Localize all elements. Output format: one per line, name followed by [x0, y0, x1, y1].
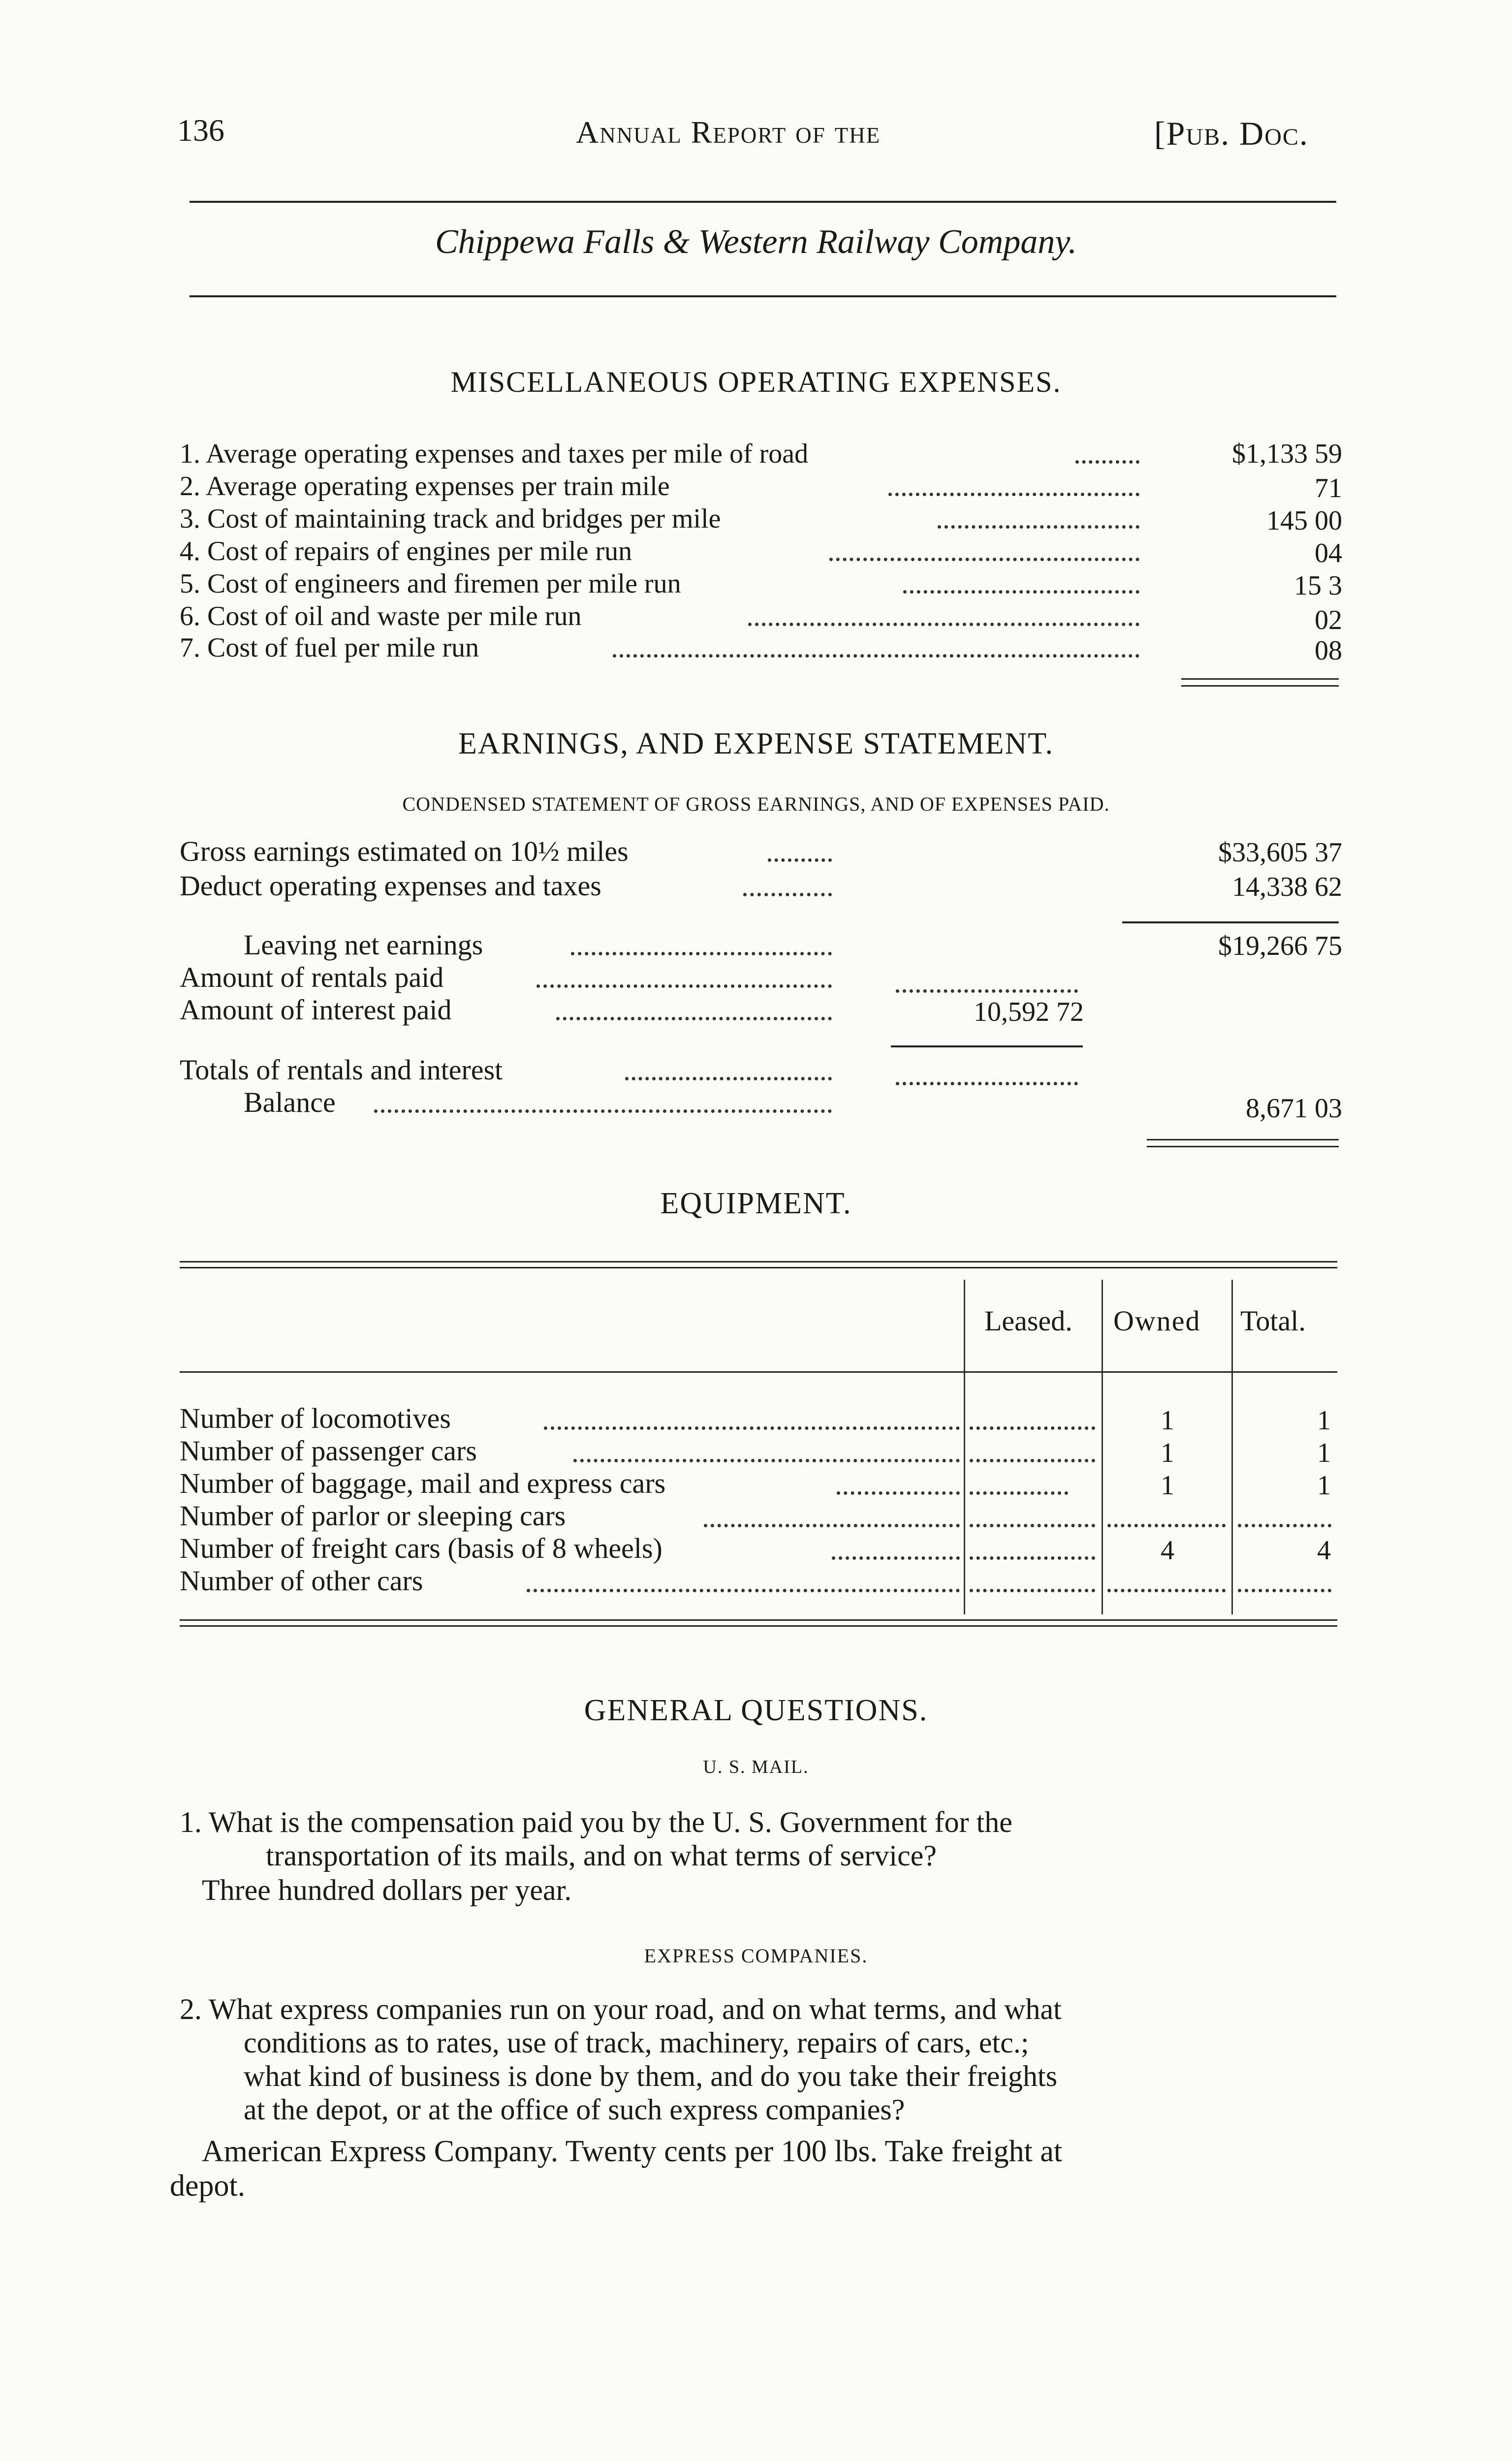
total-value: 1 — [1317, 1438, 1331, 1468]
rentals-value-dots — [896, 989, 1078, 993]
owned-value: 1 — [1161, 1470, 1174, 1501]
gross-earnings-value: $33,605 37 — [1218, 837, 1342, 868]
gross-earnings-label: Gross earnings estimated on 10½ miles — [180, 835, 629, 867]
question-2-line: what kind of business is done by them, and do you take their freights — [244, 2060, 1058, 2092]
leader-dots — [625, 1077, 832, 1080]
answer-2-line: depot. — [170, 2169, 246, 2203]
question-1-line: transportation of its mails, and on what terms of service? — [266, 1839, 937, 1872]
misc-item-value: 145 00 — [1266, 505, 1342, 536]
column-header-total: Total. — [1240, 1305, 1306, 1337]
totals-value-dots — [896, 1082, 1078, 1085]
misc-item-label: 3. Cost of maintaining track and bridges per mile — [180, 504, 721, 534]
double-rule — [1181, 678, 1339, 680]
misc-item-value: 15 3 — [1294, 570, 1342, 601]
owned-value: 4 — [1161, 1535, 1174, 1566]
leader-dots — [888, 493, 1139, 496]
leader-dots — [536, 984, 832, 988]
row-label: Number of parlor or sleeping cars — [180, 1500, 566, 1532]
column-header-owned: Owned — [1113, 1305, 1201, 1337]
leader-dots — [1075, 460, 1139, 464]
leased-dots — [970, 1524, 1095, 1527]
deduct-expenses-value: 14,338 62 — [1232, 872, 1342, 902]
earnings-subheading: CONDENSED STATEMENT OF GROSS EARNINGS, AND OF EXPENSES PAID. — [402, 793, 1110, 815]
misc-item-label: 1. Average operating expenses and taxes per mile of road — [180, 439, 809, 469]
question-2-line: conditions as to rates, use of track, machinery, repairs of cars, etc.; — [244, 2026, 1029, 2059]
earnings-heading: EARNINGS, AND EXPENSE STATEMENT. — [458, 727, 1054, 760]
rentals-label: Amount of rentals paid — [180, 961, 444, 993]
total-value: 1 — [1317, 1470, 1331, 1501]
interest-value: 10,592 72 — [974, 997, 1084, 1027]
table-bottom-rule — [180, 1625, 1337, 1627]
table-top-rule — [180, 1267, 1337, 1268]
general-questions-heading: GENERAL QUESTIONS. — [584, 1694, 928, 1727]
row-label: Number of passenger cars — [180, 1435, 477, 1467]
leader-dots — [544, 1426, 960, 1430]
misc-item-label: 5. Cost of engineers and firemen per mile run — [180, 568, 681, 599]
owned-value: 1 — [1161, 1405, 1174, 1436]
balance-value: 8,671 03 — [1246, 1093, 1342, 1124]
leader-dots — [374, 1109, 832, 1113]
leased-dots — [970, 1556, 1095, 1560]
column-divider — [1231, 1280, 1233, 1614]
total-dots — [1238, 1524, 1331, 1527]
leader-dots — [613, 654, 1139, 658]
leased-dots — [970, 1589, 1095, 1592]
double-rule — [1147, 1146, 1339, 1147]
header-underline — [180, 1371, 1337, 1373]
row-label: Number of other cars — [180, 1565, 423, 1597]
equipment-heading: EQUIPMENT. — [660, 1187, 852, 1220]
misc-item-label: 2. Average operating expenses per train mile — [180, 471, 670, 502]
misc-heading: MISCELLANEOUS OPERATING EXPENSES. — [450, 366, 1062, 398]
row-label: Number of freight cars (basis of 8 wheels) — [180, 1532, 662, 1564]
question-2-line: at the depot, or at the office of such express companies? — [244, 2093, 905, 2126]
page-number: 136 — [177, 113, 224, 148]
double-rule — [1181, 685, 1339, 687]
leader-dots — [748, 623, 1139, 626]
us-mail-heading: U. S. MAIL. — [703, 1757, 809, 1777]
net-earnings-value: $19,266 75 — [1218, 931, 1342, 961]
owned-value: 1 — [1161, 1438, 1174, 1468]
company-rule — [189, 295, 1336, 297]
row-label: Number of locomotives — [180, 1402, 451, 1434]
running-title: Annual Report of the — [576, 115, 881, 150]
leader-dots — [704, 1524, 960, 1527]
misc-item-value: 71 — [1315, 473, 1342, 504]
deduct-expenses-label: Deduct operating expenses and taxes — [180, 870, 601, 902]
interest-label: Amount of interest paid — [180, 994, 452, 1026]
leader-dots — [527, 1589, 960, 1592]
leased-dots — [970, 1491, 1068, 1495]
misc-item-value: 04 — [1315, 538, 1342, 568]
double-rule — [1147, 1139, 1339, 1140]
column-divider — [964, 1280, 965, 1614]
answer-1: Three hundred dollars per year. — [202, 1874, 572, 1906]
express-companies-heading: EXPRESS COMPANIES. — [644, 1945, 868, 1967]
company-title: Chippewa Falls & Western Railway Company. — [435, 223, 1077, 261]
balance-label: Balance — [244, 1086, 336, 1118]
misc-item-label: 7. Cost of fuel per mile run — [180, 632, 479, 663]
total-value: 4 — [1317, 1535, 1331, 1566]
leader-dots — [571, 952, 832, 955]
leader-dots — [832, 1556, 960, 1560]
total-value: 1 — [1317, 1405, 1331, 1436]
misc-item-value: 08 — [1315, 635, 1342, 666]
leader-dots — [837, 1491, 960, 1495]
subtotal-rule — [891, 1045, 1083, 1047]
table-bottom-rule — [180, 1619, 1337, 1621]
leader-dots — [573, 1459, 960, 1462]
totals-label: Totals of rentals and interest — [180, 1054, 503, 1086]
owned-dots — [1107, 1589, 1226, 1592]
leased-dots — [970, 1459, 1095, 1462]
leased-dots — [970, 1426, 1095, 1430]
leader-dots — [768, 858, 832, 862]
column-header-leased: Leased. — [984, 1305, 1072, 1337]
net-earnings-label: Leaving net earnings — [244, 929, 483, 961]
misc-item-label: 6. Cost of oil and waste per mile run — [180, 601, 582, 631]
misc-item-value: $1,133 59 — [1232, 439, 1342, 469]
leader-dots — [743, 893, 832, 896]
column-divider — [1102, 1280, 1103, 1614]
leader-dots — [938, 525, 1139, 529]
owned-dots — [1107, 1524, 1226, 1527]
question-2-line: 2. What express companies run on your road, and on what terms, and what — [180, 1993, 1062, 2025]
answer-2-line: American Express Company. Twenty cents per 100 lbs. Take freight at — [202, 2135, 1063, 2168]
misc-item-label: 4. Cost of repairs of engines per mile run — [180, 536, 632, 567]
leader-dots — [829, 558, 1139, 561]
row-label: Number of baggage, mail and express cars — [180, 1467, 666, 1499]
question-1-line: 1. What is the compensation paid you by the U. S. Government for the — [180, 1806, 1012, 1838]
header-rule — [189, 201, 1336, 203]
sum-rule — [1122, 921, 1339, 923]
misc-item-value: 02 — [1315, 605, 1342, 635]
leader-dots — [556, 1017, 832, 1020]
table-top-rule — [180, 1261, 1337, 1262]
total-dots — [1238, 1589, 1331, 1592]
leader-dots — [903, 590, 1139, 594]
doc-label: [Pub. Doc. — [1154, 115, 1309, 152]
